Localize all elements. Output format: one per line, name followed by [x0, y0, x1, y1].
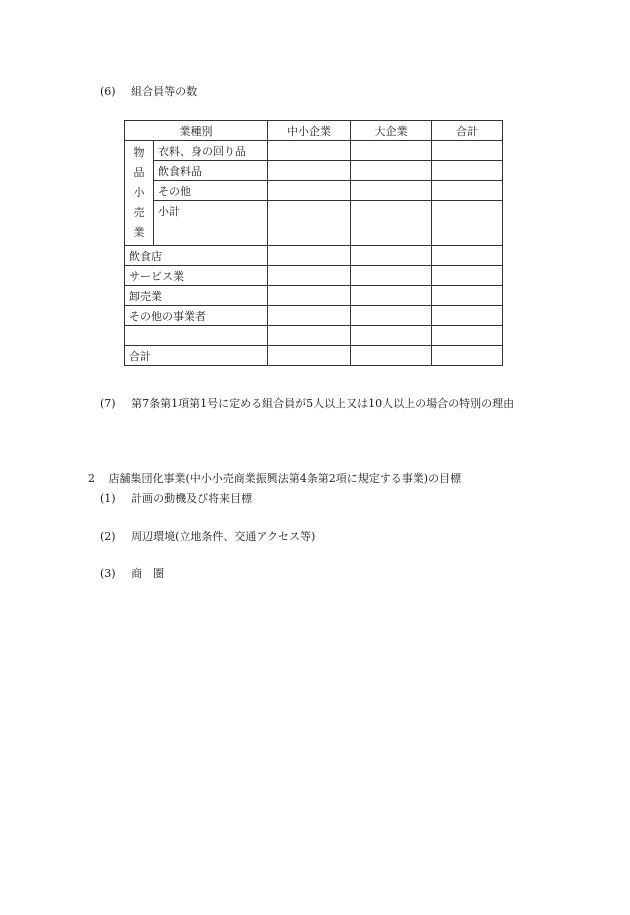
row-label: 衣料、身の回り品 — [154, 141, 268, 161]
table-row — [125, 326, 503, 346]
row-label: その他 — [154, 181, 268, 201]
table-cell — [432, 346, 503, 366]
heading-title: 店舗集団化事業(中小小売商業振興法第4条第2項に規定する事業)の目標 — [108, 472, 462, 485]
table-header-row — [125, 121, 503, 141]
table-row — [125, 266, 503, 286]
item-title: 周辺環境(立地条件、交通アクセス等) — [131, 530, 316, 543]
section-number: (7) — [100, 397, 116, 410]
row-label — [125, 326, 268, 346]
table-cell — [432, 306, 503, 326]
table-row — [125, 161, 503, 181]
table-cell — [268, 201, 351, 246]
table-cell — [351, 266, 432, 286]
members-table — [124, 120, 503, 366]
section-6-heading — [100, 85, 197, 99]
table-cell — [268, 306, 351, 326]
table-cell — [432, 161, 503, 181]
table-row — [125, 346, 503, 366]
section-number: (6) — [100, 85, 116, 98]
row-label: サービス業 — [125, 266, 268, 286]
row-label: 飲食店 — [125, 246, 268, 266]
item-title: 商 圏 — [131, 567, 165, 580]
table-cell — [268, 326, 351, 346]
header-large-business: 大企業 — [351, 121, 432, 141]
table-cell — [268, 246, 351, 266]
table-cell — [351, 326, 432, 346]
section-7-heading — [100, 397, 514, 411]
header-total: 合計 — [432, 121, 503, 141]
table-cell — [351, 246, 432, 266]
item-3 — [100, 567, 164, 581]
table-cell — [432, 246, 503, 266]
heading-number: 2 — [88, 472, 95, 485]
retail-group-label: 物 品 小 売 業 — [125, 141, 154, 246]
section-title: 組合員等の数 — [131, 85, 198, 98]
item-2 — [100, 530, 315, 544]
table-cell — [351, 346, 432, 366]
table-cell — [432, 286, 503, 306]
item-title: 計画の動機及び将来目標 — [131, 492, 253, 505]
item-number: (2) — [100, 530, 116, 543]
section-title: 第7条第1項第1号に定める組合員が5人以上又は10人以上の場合の特別の理由 — [131, 397, 515, 410]
item-number: (1) — [100, 492, 116, 505]
row-label: 飲食料品 — [154, 161, 268, 181]
table-cell — [268, 161, 351, 181]
item-number: (3) — [100, 567, 116, 580]
row-label: その他の事業者 — [125, 306, 268, 326]
table-cell — [351, 141, 432, 161]
table-cell — [432, 326, 503, 346]
table-cell — [268, 346, 351, 366]
table-cell — [351, 181, 432, 201]
table-cell — [268, 181, 351, 201]
heading-2 — [88, 472, 461, 486]
table-cell — [432, 201, 503, 246]
row-label: 小計 — [154, 201, 268, 246]
table-cell — [351, 201, 432, 246]
table-cell — [268, 141, 351, 161]
table-row — [125, 201, 503, 246]
table-cell — [432, 266, 503, 286]
header-category: 業種別 — [125, 121, 268, 141]
table-cell — [432, 141, 503, 161]
table-cell — [268, 266, 351, 286]
table-cell — [351, 306, 432, 326]
table-row — [125, 246, 503, 266]
table-row — [125, 286, 503, 306]
table-row — [125, 306, 503, 326]
row-label: 卸売業 — [125, 286, 268, 306]
table-row — [125, 181, 503, 201]
item-1 — [100, 492, 252, 506]
table-cell — [268, 286, 351, 306]
table-cell — [351, 286, 432, 306]
table-cell — [432, 181, 503, 201]
table-cell — [351, 161, 432, 181]
table-row — [125, 141, 503, 161]
row-label: 合計 — [125, 346, 268, 366]
header-small-business: 中小企業 — [268, 121, 351, 141]
